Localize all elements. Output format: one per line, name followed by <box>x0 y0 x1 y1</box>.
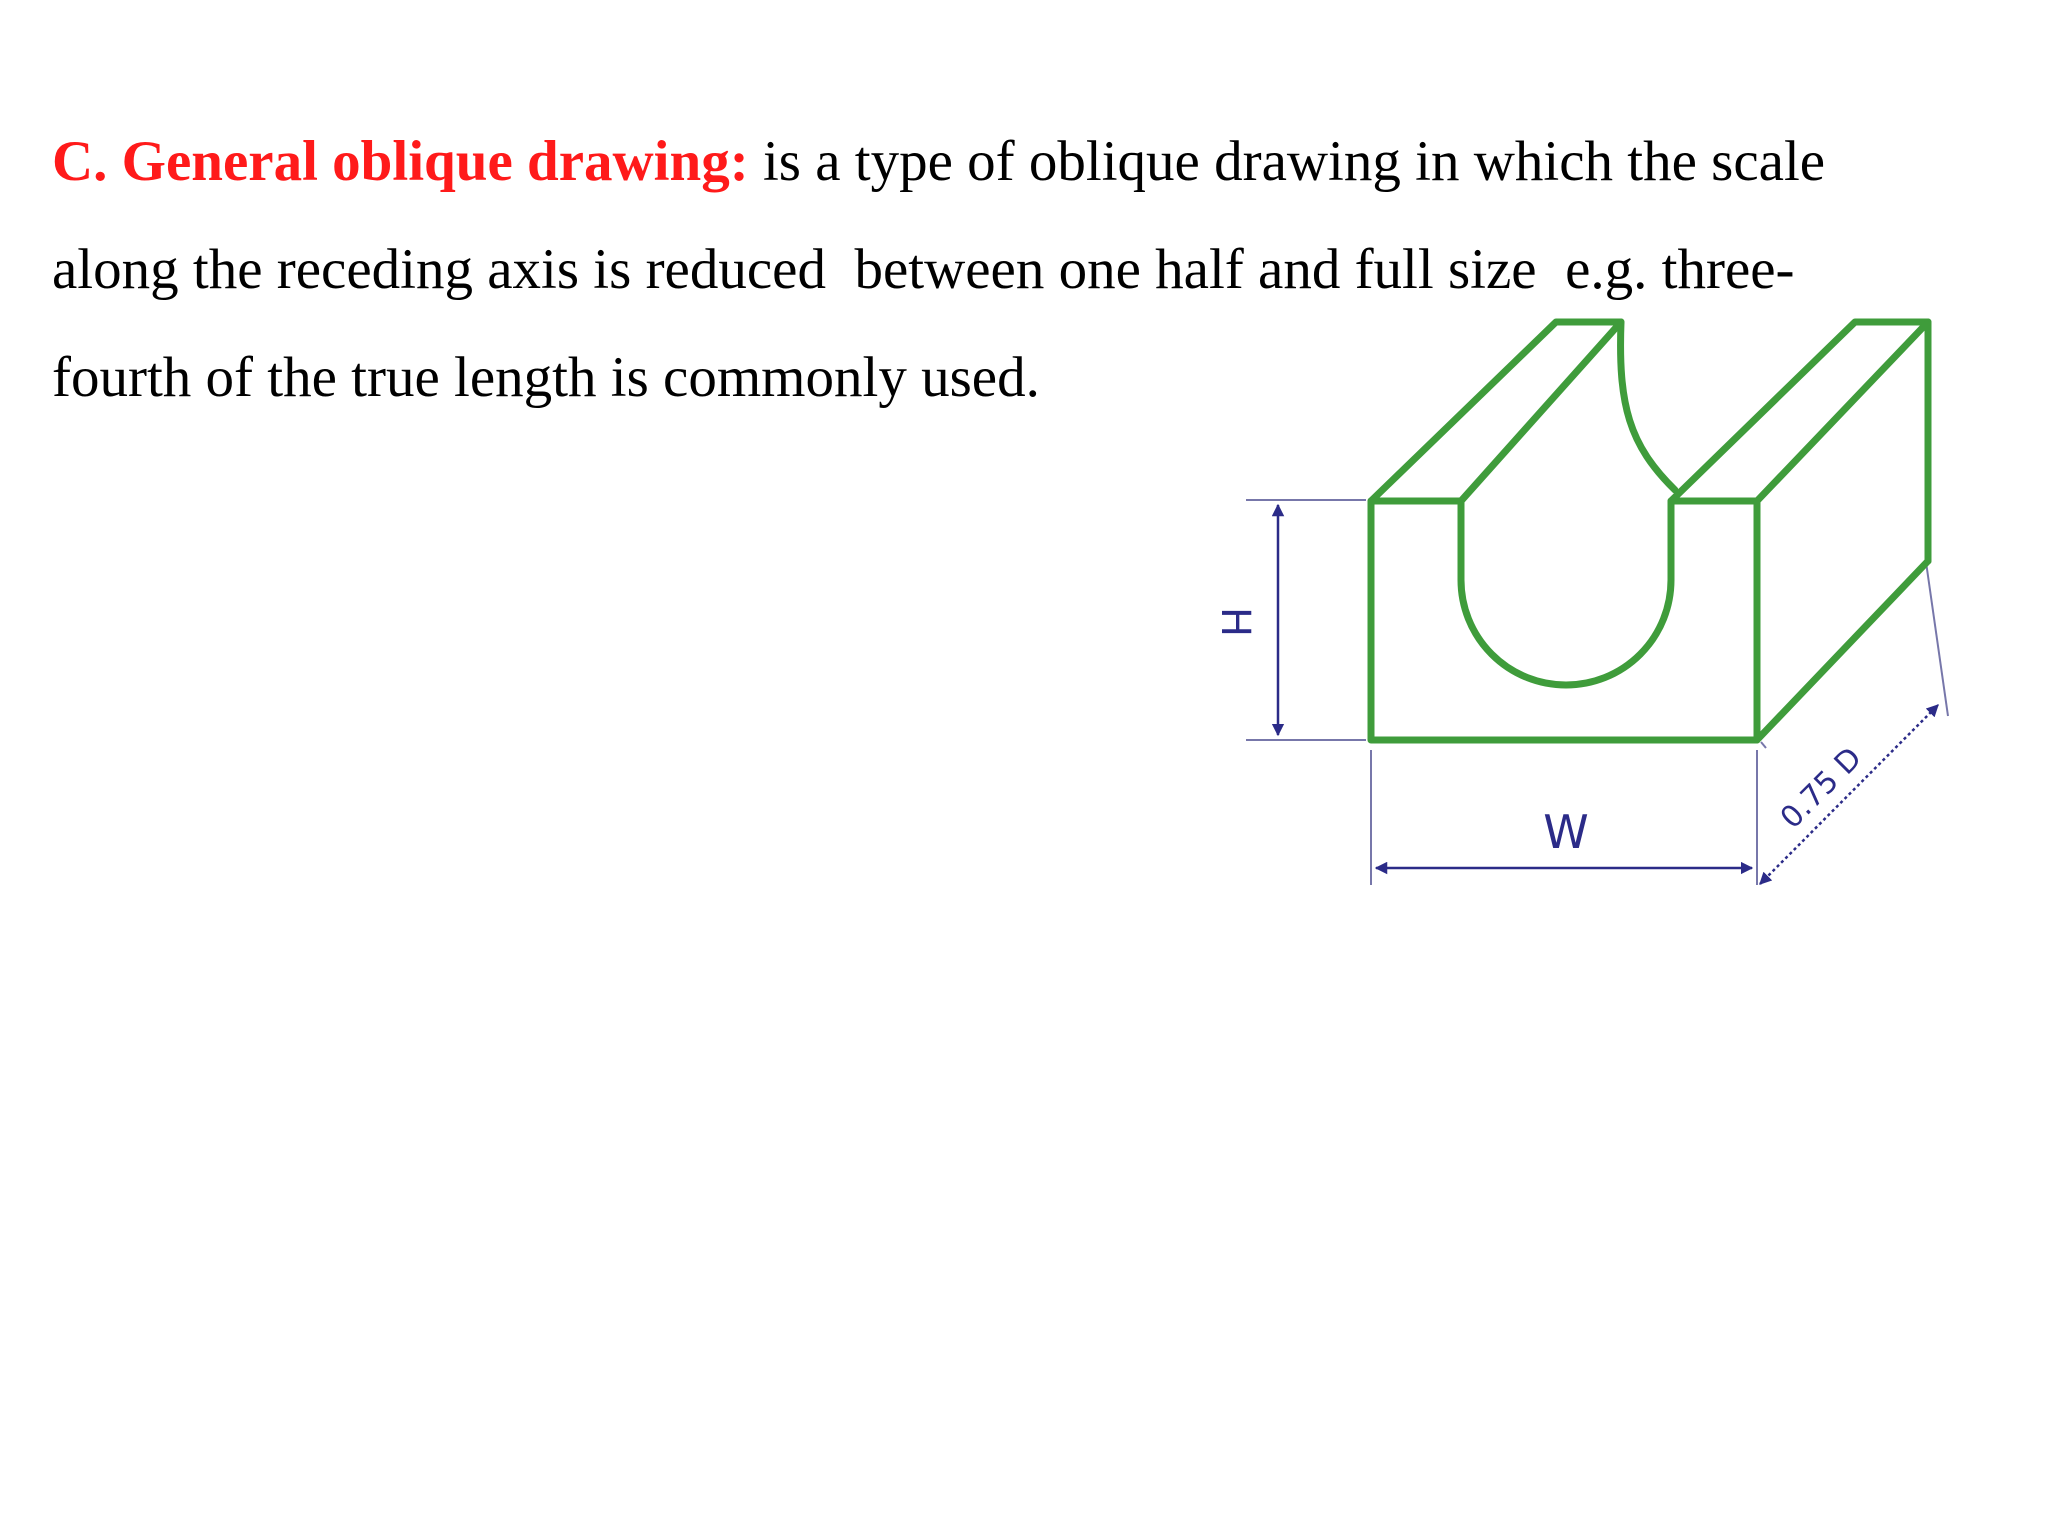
height-label: H <box>1212 606 1258 638</box>
bottom-receding-edge <box>1757 561 1928 740</box>
definition-text-1: is a type of oblique drawing in which the scale <box>748 130 1826 193</box>
definition-term: C. General oblique drawing: <box>52 130 749 193</box>
depth-label: 0.75 D <box>1773 740 1869 836</box>
depth-dimension-line <box>1760 705 1938 884</box>
depth-dimension <box>1760 705 1938 884</box>
slot-surface <box>1621 322 1675 490</box>
front-face <box>1371 501 1757 740</box>
height-dimension <box>1212 505 1278 735</box>
paragraph-line-2: along the receding axis is reduced between one half and full size e.g. three- <box>52 238 1795 301</box>
paragraph-line-3: fourth of the true length is commonly used. <box>52 346 1040 409</box>
width-label: W <box>1543 805 1589 859</box>
width-dimension <box>1376 805 1752 868</box>
left-top-face <box>1371 322 1621 501</box>
right-top-face <box>1671 322 1928 501</box>
dimension-extension-lines <box>1246 500 1948 885</box>
object-outline <box>1371 322 1928 740</box>
